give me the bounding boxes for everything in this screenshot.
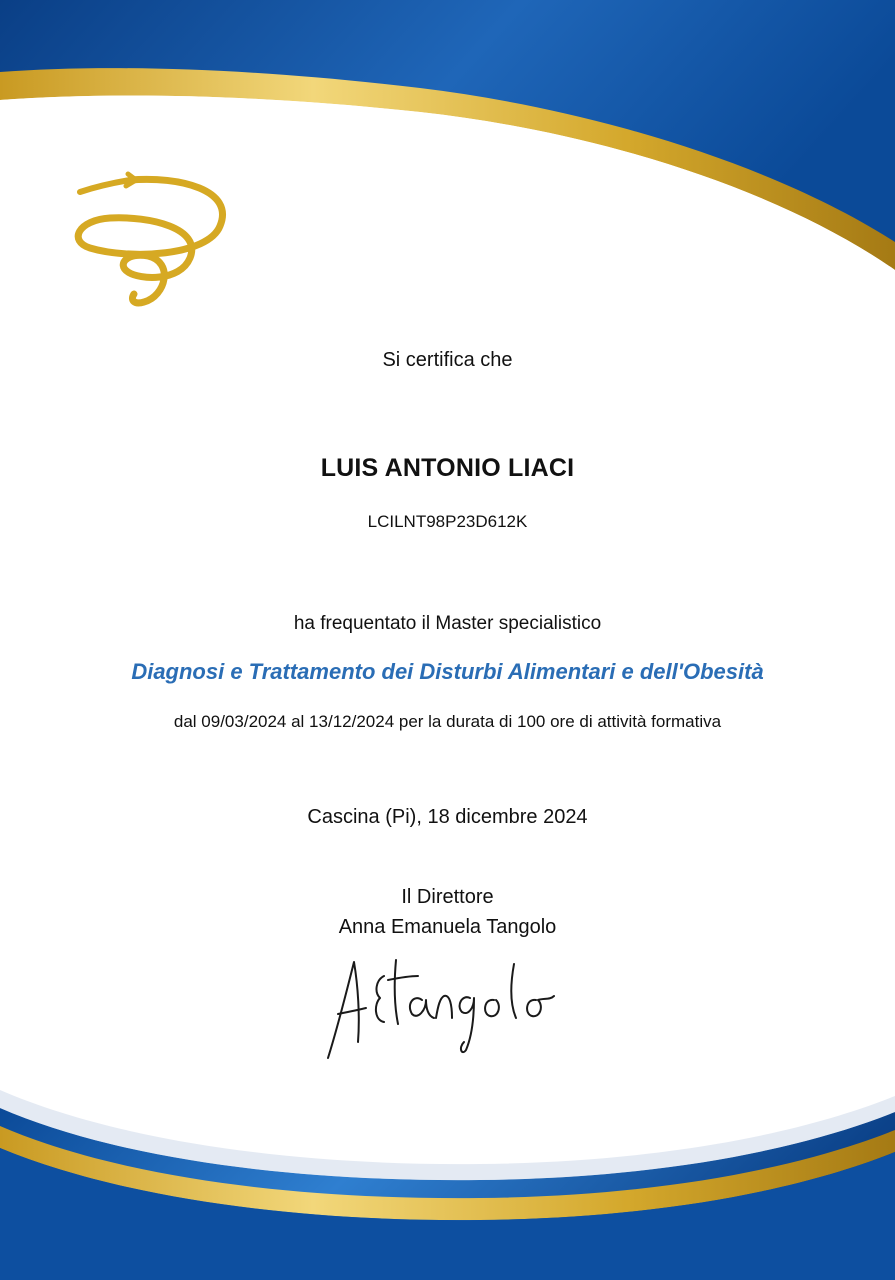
signer-name: Anna Emanuela Tangolo — [338, 916, 557, 938]
course-period: dal 09/03/2024 al 13/12/2024 per la durata di 100 ore di attività formativa — [173, 712, 722, 731]
signer-role: Il Direttore — [401, 886, 494, 908]
handwritten-signature — [318, 946, 578, 1066]
place-date: Cascina (Pi), 18 dicembre 2024 — [307, 806, 588, 828]
course-title: Diagnosi e Trattamento dei Disturbi Alimentari e dell'Obesità — [131, 659, 764, 684]
gold-spiral-logo — [70, 168, 240, 313]
fiscal-code: LCILNT98P23D612K — [367, 512, 528, 531]
certificate-intro: Si certifica che — [382, 349, 513, 371]
recipient-name: LUIS ANTONIO LIACI — [320, 454, 575, 482]
attendance-statement: ha frequentato il Master specialistico — [293, 613, 602, 634]
